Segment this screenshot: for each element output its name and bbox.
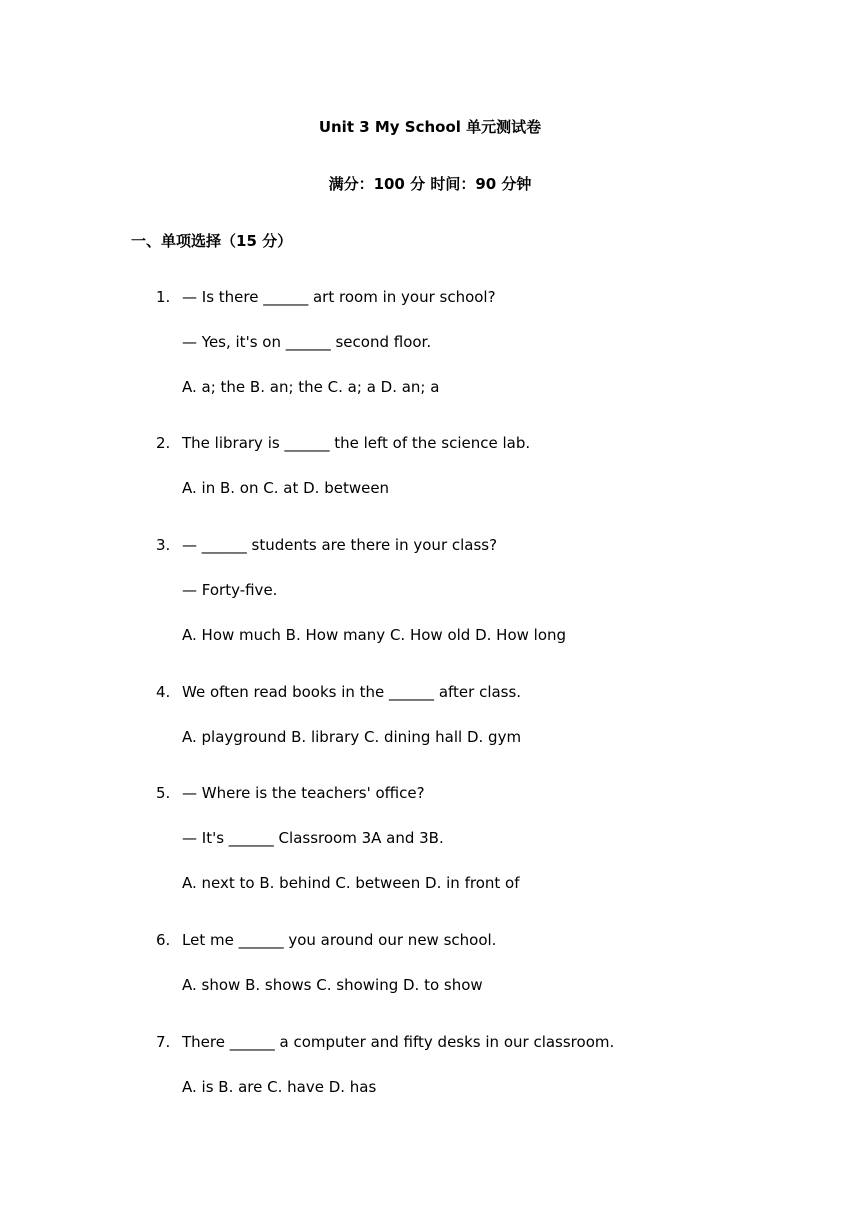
question-line: — Forty-five. [182,581,278,599]
question-number: 3. [156,536,171,554]
question-options: A. next to B. behind C. between D. in front of [182,874,520,892]
question-options: A. playground B. library C. dining hall D. gym [182,728,522,746]
question-number: 2. [156,434,171,452]
question-options: A. a; the B. an; the C. a; a D. an; a [182,378,440,396]
question-number: 6. [156,931,171,949]
question-number: 4. [156,683,171,701]
question-line: There ______ a computer and fifty desks in our classroom. [182,1033,615,1051]
question-line: — ______ students are there in your class? [182,536,498,554]
question-number: 7. [156,1033,171,1051]
question-number: 5. [156,784,171,802]
question-options: A. How much B. How many C. How old D. How long [182,626,567,644]
question-line: — It's ______ Classroom 3A and 3B. [182,829,444,847]
question-number: 1. [156,288,171,306]
question-line: — Where is the teachers' office? [182,784,425,802]
question-options: A. in B. on C. at D. between [182,479,390,497]
question-options: A. show B. shows C. showing D. to show [182,976,483,994]
section-heading-1: 一、单项选择（15 分） [131,232,293,250]
question-options: A. is B. are C. have D. has [182,1078,377,1096]
question-line: — Is there ______ art room in your school? [182,288,496,306]
document-subtitle: 满分：100 分 时间：90 分钟 [328,175,532,193]
document-title: Unit 3 My School 单元测试卷 [318,118,542,136]
question-line: Let me ______ you around our new school. [182,931,497,949]
question-line: We often read books in the ______ after class. [182,683,522,701]
question-line: — Yes, it's on ______ second floor. [182,333,432,351]
question-line: The library is ______ the left of the science lab. [182,434,531,452]
